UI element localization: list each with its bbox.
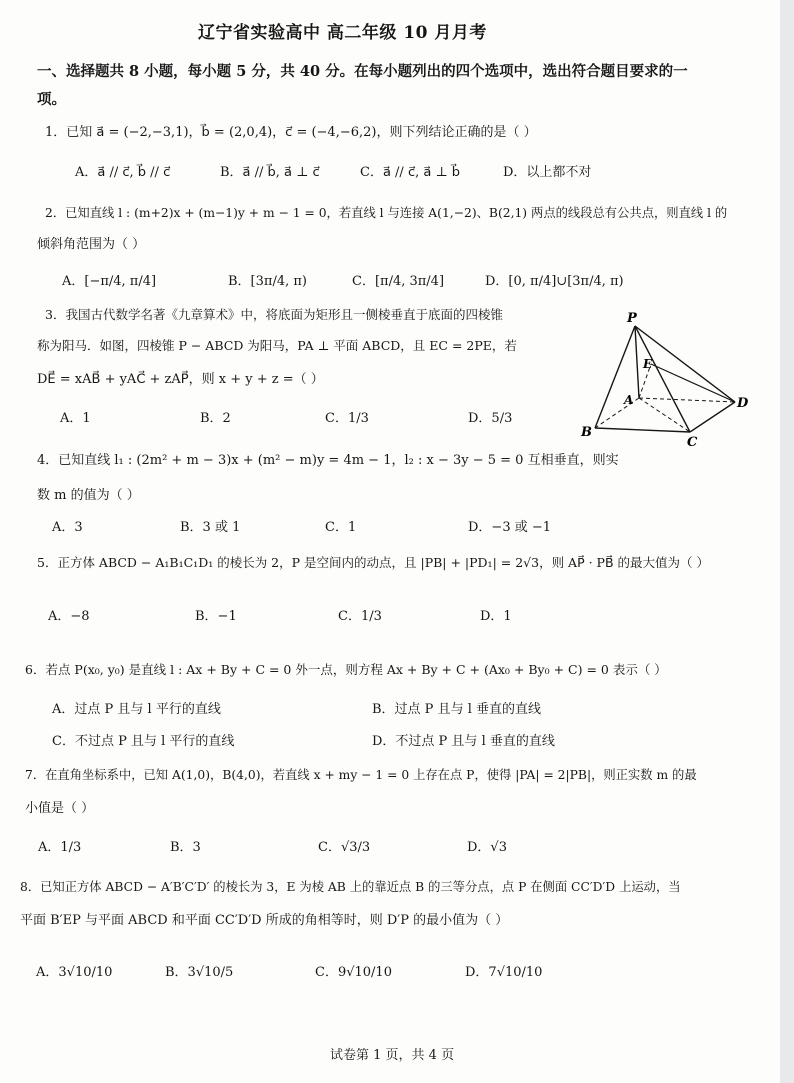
q6-option-b: B．过点 P 且与 l 垂直的直线	[372, 702, 541, 717]
q2-option-a: A．[−π/4, π/4]	[62, 274, 157, 289]
question-4-line2: 数 m 的值为（ ）	[37, 488, 140, 503]
q5-option-c: C．1/3	[338, 609, 382, 624]
q6-option-c: C．不过点 P 且与 l 平行的直线	[52, 734, 235, 749]
fig-label-e: E	[643, 357, 653, 371]
q7-option-a: A．1/3	[38, 840, 82, 855]
q2-option-c: C．[π/4, 3π/4]	[352, 274, 445, 289]
q6-option-a: A．过点 P 且与 l 平行的直线	[52, 702, 221, 717]
q4-option-b: B．3 或 1	[180, 520, 241, 535]
question-3-line3: DE⃗ = xAB⃗ + yAC⃗ + zAP⃗，则 x + y + z =（ ）	[37, 372, 324, 387]
q1-option-b: B．a⃗ // b⃗, a⃗ ⊥ c⃗	[220, 165, 320, 180]
q7-option-c: C．√3/3	[318, 840, 371, 855]
q4-option-a: A．3	[52, 520, 83, 535]
question-8-line2: 平面 B′EP 与平面 ABCD 和平面 CC′D′D 所成的角相等时，则 D′P 的最小值为（ ）	[20, 913, 509, 928]
q8-option-a: A．3√10/10	[36, 965, 113, 980]
q8-option-d: D．7√10/10	[465, 965, 543, 980]
fig-label-d: D	[737, 396, 749, 411]
fig-label-c: C	[687, 435, 698, 450]
q7-option-d: D．√3	[467, 840, 507, 855]
fig-label-b: B	[581, 425, 592, 440]
q3-option-b: B．2	[200, 411, 231, 426]
q5-option-a: A．−8	[48, 609, 90, 624]
question-6-stem: 6．若点 P(x₀, y₀) 是直线 l : Ax + By + C = 0 外一点，则方程 Ax + By + C + (Ax₀ + By₀ + C) = 0 表示（ ）	[25, 662, 667, 677]
q1-option-d: D．以上都不对	[503, 165, 592, 180]
fig-label-p: P	[627, 311, 637, 326]
pyramid-figure	[575, 308, 780, 450]
q8-option-c: C．9√10/10	[315, 965, 392, 980]
q3-option-a: A．1	[60, 411, 91, 426]
page-title: 辽宁省实验高中 高二年级 10 月月考	[198, 23, 487, 43]
question-2-line2: 倾斜角范围为（ ）	[37, 237, 146, 252]
q4-option-c: C．1	[325, 520, 357, 535]
q7-option-b: B．3	[170, 840, 201, 855]
q5-option-b: B．−1	[195, 609, 237, 624]
q1-option-c: C．a⃗ // c⃗, a⃗ ⊥ b⃗	[360, 165, 461, 180]
q2-option-b: B．[3π/4, π)	[228, 274, 307, 289]
question-4-line1: 4．已知直线 l₁ : (2m² + m − 3)x + (m² − m)y = 4m − 1，l₂ : x − 3y − 5 = 0 互相垂直，则实	[37, 453, 619, 468]
page-edge-shadow	[780, 0, 794, 1083]
q1-option-a: A．a⃗ // c⃗, b⃗ // c⃗	[75, 165, 171, 180]
q5-option-d: D．1	[480, 609, 512, 624]
q8-option-b: B．3√10/5	[165, 965, 234, 980]
question-3-line2: 称为阳马．如图，四棱锥 P − ABCD 为阳马，PA ⊥ 平面 ABCD，且 EC = 2PE，若	[37, 338, 517, 353]
section-instructions-cont: 项。	[37, 91, 66, 108]
question-3-line1: 3．我国古代数学名著《九章算术》中，将底面为矩形且一侧棱垂直于底面的四棱锥	[45, 307, 503, 322]
question-2-line1: 2．已知直线 l : (m+2)x + (m−1)y + m − 1 = 0，若直线 l 与连接 A(1,−2)、B(2,1) 两点的线段总有公共点，则直线 l 的	[45, 206, 728, 220]
question-8-line1: 8．已知正方体 ABCD − A′B′C′D′ 的棱长为 3，E 为棱 AB 上的靠近点 B 的三等分点，点 P 在侧面 CC′D′D 上运动，当	[20, 880, 681, 894]
q2-option-d: D．[0, π/4]∪[3π/4, π)	[485, 274, 624, 289]
q3-option-c: C．1/3	[325, 411, 369, 426]
question-1-stem: 1．已知 a⃗ = (−2,−3,1)，b⃗ = (2,0,4)，c⃗ = (−4,−6,2)，则下列结论正确的是（ ）	[45, 125, 537, 140]
question-7-line1: 7．在直角坐标系中，已知 A(1,0)，B(4,0)，若直线 x + my − 1 = 0 上存在点 P，使得 |PA| = 2|PB|，则正实数 m 的最	[25, 768, 697, 782]
question-7-line2: 小值是（ ）	[25, 801, 95, 816]
fig-label-a: A	[624, 393, 634, 407]
section-instructions: 一、选择题共 8 小题，每小题 5 分，共 40 分。在每小题列出的四个选项中，选出符合题目要求的一	[37, 63, 688, 80]
q3-option-d: D．5/3	[468, 411, 513, 426]
q6-option-d: D．不过点 P 且与 l 垂直的直线	[372, 734, 555, 749]
q4-option-d: D．−3 或 −1	[468, 520, 552, 535]
question-5-stem: 5．正方体 ABCD − A₁B₁C₁D₁ 的棱长为 2，P 是空间内的动点，且 |PB| + |PD₁| = 2√3，则 AP⃗ · PB⃗ 的最大值为（ ）	[37, 555, 709, 570]
page-footer: 试卷第 1 页，共 4 页	[330, 1048, 455, 1063]
